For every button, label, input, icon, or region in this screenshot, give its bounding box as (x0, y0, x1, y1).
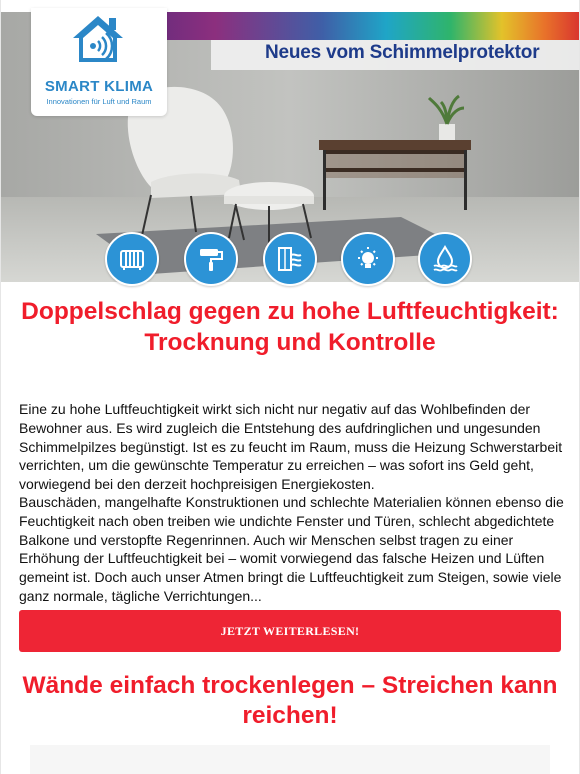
logo[interactable] (31, 8, 167, 116)
water-drop-icon (418, 232, 472, 286)
logo-name: SMART KLIMA (44, 78, 154, 95)
logo-tagline: Innovationen für Luft und Raum (46, 97, 152, 106)
lightbulb-icon (341, 232, 395, 286)
read-more-label: JETZT WEITERLESEN! (220, 623, 360, 638)
read-more-button[interactable] (19, 610, 561, 652)
article-headline: Doppelschlag gegen zu hohe Luftfeuchtigkeit: Trocknung und Kontrolle (21, 298, 559, 356)
next-section-preview (30, 745, 550, 774)
rainbow-bar (151, 12, 579, 40)
window-ventilation-icon (263, 232, 317, 286)
smart-home-wifi-icon (69, 12, 127, 66)
banner-title: Neues vom Schimmelprotektor (265, 42, 540, 63)
section-headline: Wände einfach trockenlegen – Streichen kann reichen! (22, 672, 558, 729)
article-paragraph-1: Eine zu hohe Luftfeuchtigkeit wirkt sich nicht nur negativ auf das Wohlbefinden der Bewohner aus. Es wird zugleich die Entstehung des aufdringlichen und ungesunden Schimmelpilzes begünstigt. Ist es zu feucht im Raum, muss die Heizung Schwerstarbeit verrichten, um die gewünschte Temperatur zu erreichen – was sofort ins Geld geht, vorwiegend bei den derzeit hochpreisigen Energiekosten. (19, 401, 563, 493)
article-paragraph-2: Bauschäden, mangelhafte Konstruktionen und schlechte Materialien können ebenso die Feuchtigkeit nach oben treiben wie undichte Fenster und Türen, schlecht abgedichtete Balkone und verstopfte Regenrinnen. Auch wir Menschen selbst tragen zu einer Erhöhung der Luftfeuchtigkeit bei – womit vorwiegend das falsche Heizen und Lüften gemeint ist. Doch auch unser Atmen bringt die Luftfeuchtigkeit zum Steigen, sowie viele ganz normale, tägliche Verrichtungen... (19, 494, 564, 604)
paint-roller-icon (184, 232, 238, 286)
radiator-icon (105, 232, 159, 286)
feature-icons-row (0, 232, 580, 288)
